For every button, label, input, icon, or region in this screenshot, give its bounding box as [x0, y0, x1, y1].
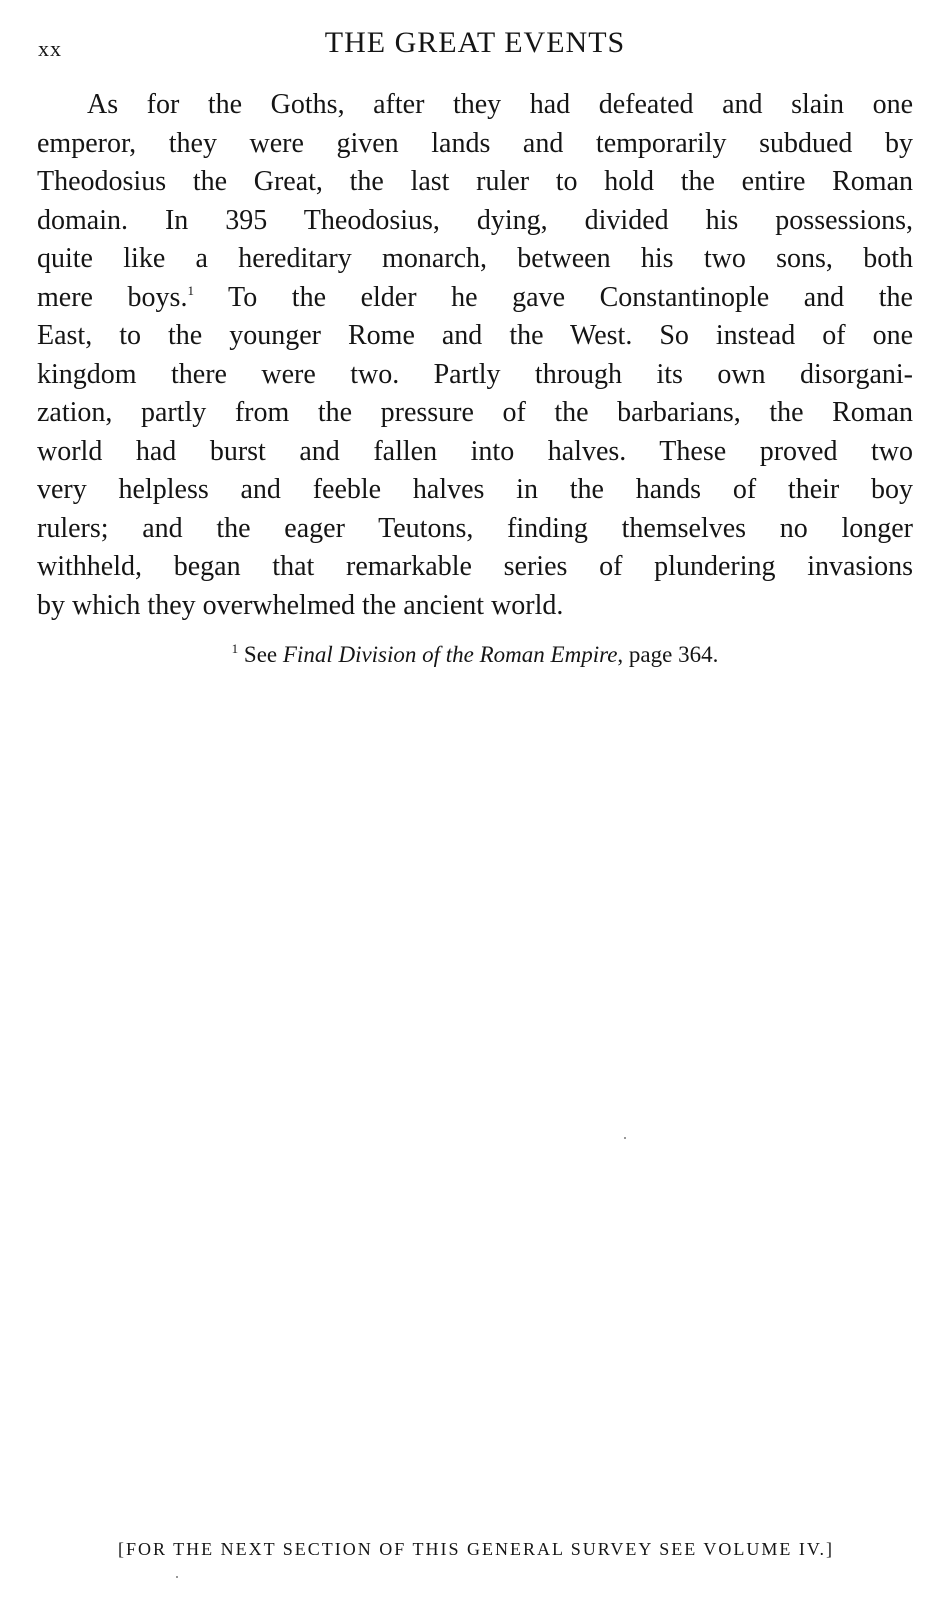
text-line: by which they overwhelmed the ancient world.: [37, 589, 564, 621]
text-line: world had burst and fallen into halves. These proved two: [37, 435, 913, 467]
text-line-with-footnote: [37, 279, 913, 318]
scan-speck: [176, 1576, 178, 1578]
text-line: very helpless and feeble halves in the hands of their boy: [37, 474, 913, 505]
footnote-reference-title: Final Division of the Roman Empire: [282, 642, 618, 667]
text-line: As for the Goths, after they had defeated and slain one: [87, 89, 913, 120]
text-line: kingdom there were two. Partly through its own disorgani-: [37, 358, 913, 390]
footnote: [0, 641, 950, 668]
footnote-ref-marker: 1: [187, 282, 194, 298]
text-line: rulers; and the eager Teutons, finding themselves no longer: [37, 512, 913, 544]
text-line: East, to the younger Rome and the West. So instead of one: [37, 320, 913, 351]
text-line: zation, partly from the pressure of the barbarians, the Roman: [37, 397, 913, 428]
text-line: domain. In 395 Theodosius, dying, divided his possessions,: [37, 204, 913, 236]
text-line: withheld, began that remarkable series of plundering invasions: [37, 551, 913, 582]
page-number: xx: [38, 36, 62, 61]
running-title: THE GREAT EVENTS: [324, 26, 626, 59]
footnote-prefix: See: [243, 642, 278, 667]
text-line-segment: mere boys.: [37, 281, 188, 313]
text-line: quite like a hereditary monarch, between his two sons, both: [37, 243, 913, 274]
volume-continuation-note: [FOR THE NEXT SECTION OF THIS GENERAL SURVEY SEE VOLUME IV.]: [117, 1539, 835, 1559]
text-line-segment: To the elder he gave Constantinople and the: [193, 281, 913, 313]
scan-speck: [624, 1137, 626, 1139]
text-line: emperor, they were given lands and temporarily subdued by: [37, 127, 913, 159]
footnote-marker: 1: [231, 641, 239, 656]
body-paragraph: [37, 86, 913, 625]
text-line: Theodosius the Great, the last ruler to hold the entire Roman: [37, 166, 913, 197]
footnote-page-reference: , page 364.: [617, 642, 719, 667]
page-header: [38, 24, 912, 64]
